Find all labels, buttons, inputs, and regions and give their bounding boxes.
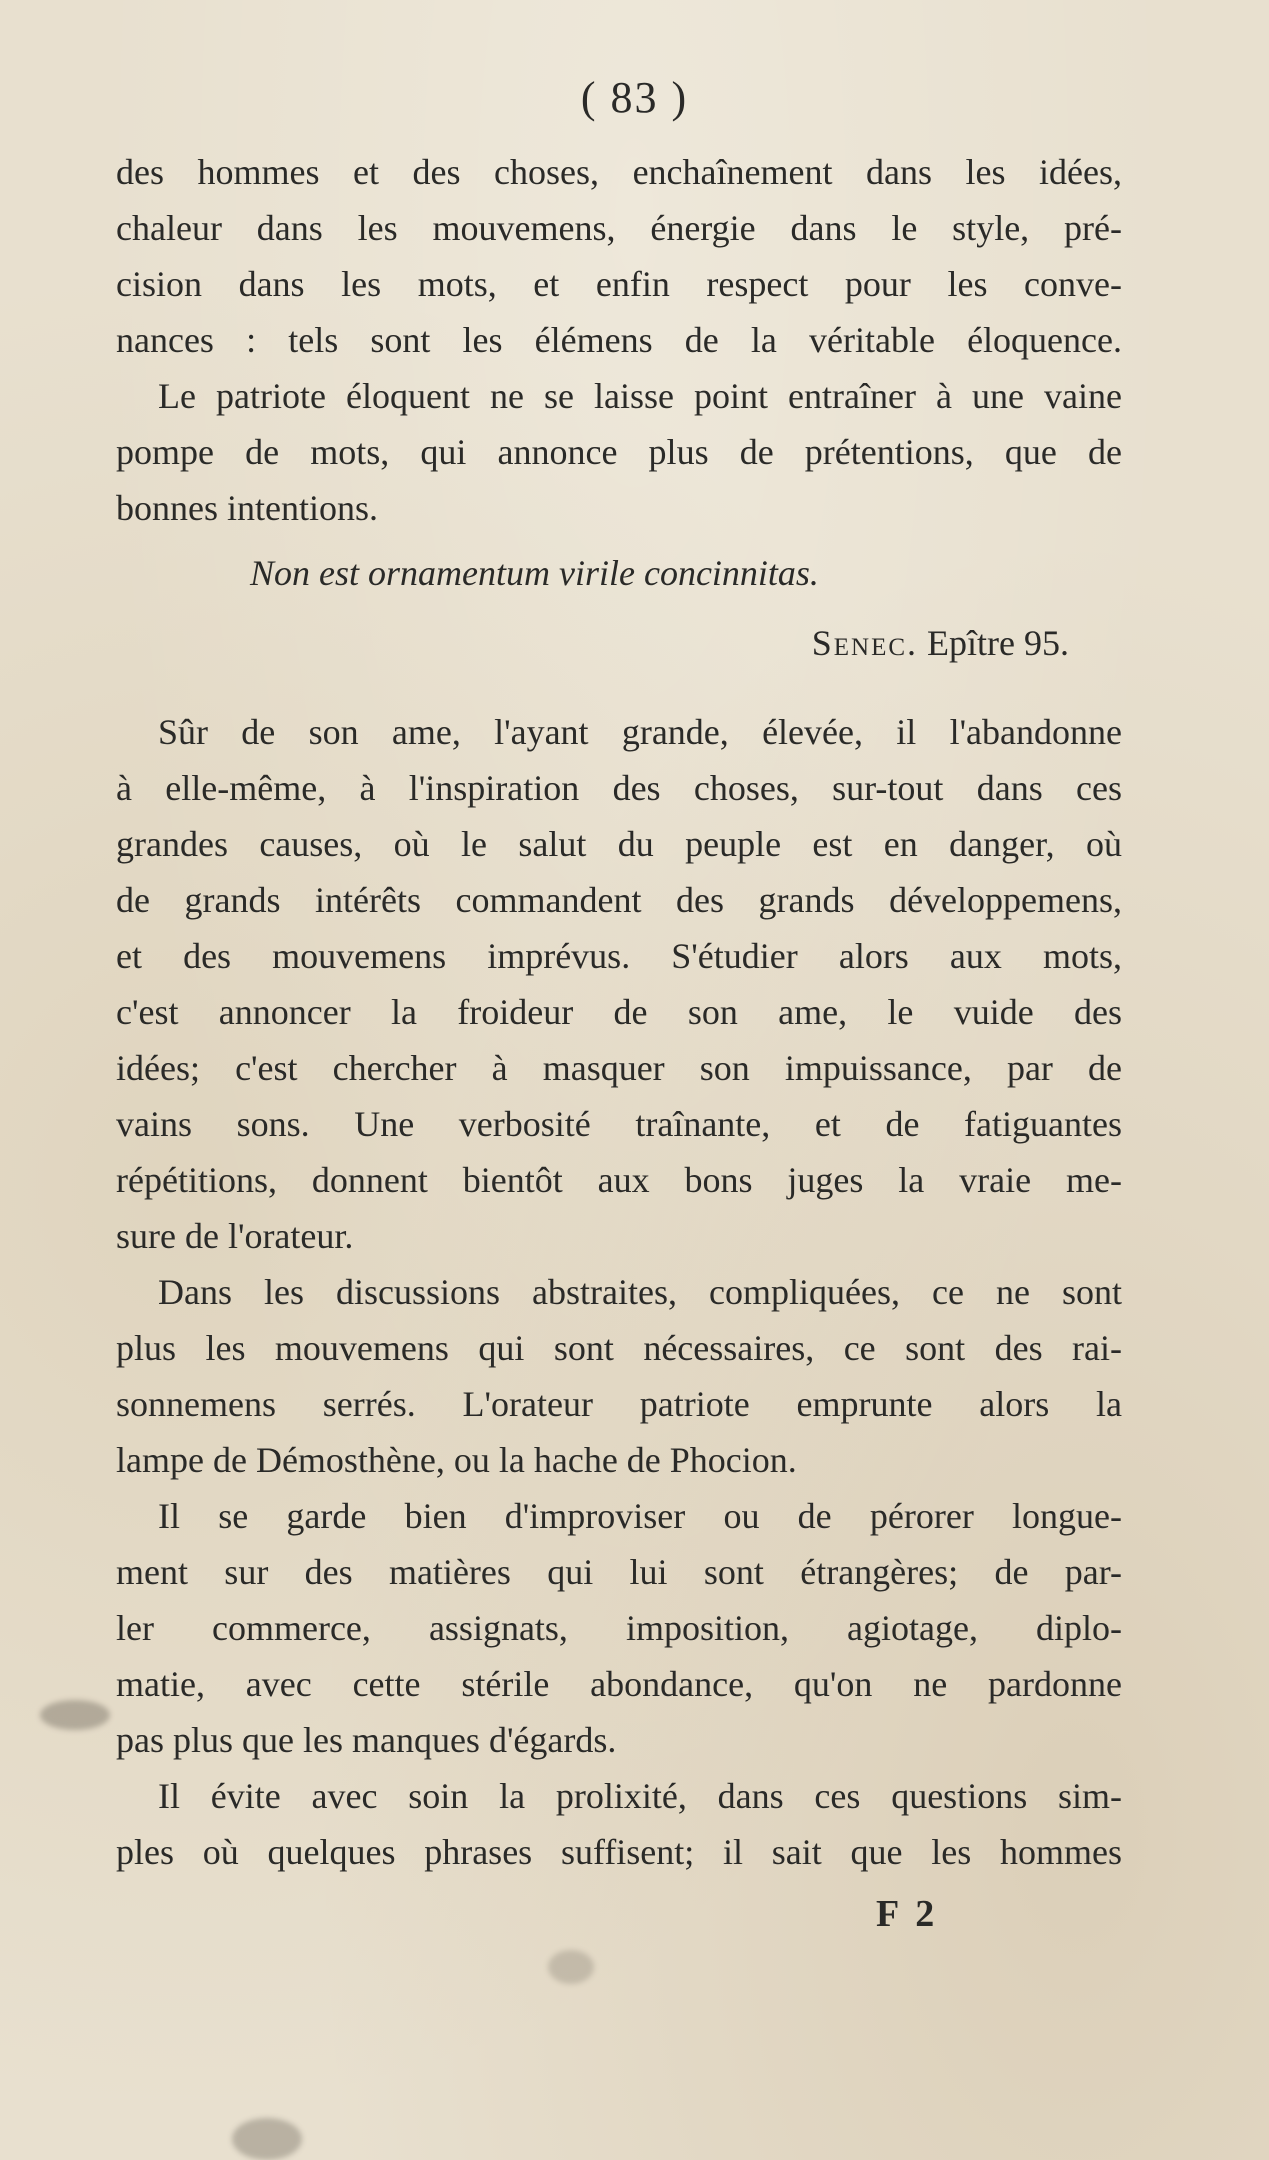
text-line: sonnemens serrés. L'orateur patriote emprunte alors la	[116, 1384, 1122, 1424]
text-line: Dans les discussions abstraites, compliquées, ce ne sont	[158, 1272, 1122, 1312]
text-line: nances : tels sont les élémens de la véritable éloquence.	[116, 320, 1122, 360]
paper-stain	[40, 1700, 110, 1730]
text-line: matie, avec cette stérile abondance, qu'on ne pardonne	[116, 1664, 1122, 1704]
quotation-source: Epître 95.	[927, 623, 1069, 663]
text-line: répétitions, donnent bientôt aux bons juges la vraie me-	[116, 1160, 1122, 1200]
text-line: cision dans les mots, et enfin respect pour les conve-	[116, 264, 1122, 304]
text-line: pompe de mots, qui annonce plus de prétentions, que de	[116, 432, 1122, 472]
page-number: ( 83 )	[580, 73, 689, 122]
text-line: bonnes intentions.	[116, 488, 378, 528]
latin-quotation: Non est ornamentum virile concinnitas.	[250, 553, 819, 593]
text-line: grandes causes, où le salut du peuple est en danger, où	[116, 824, 1122, 864]
text-line: idées; c'est chercher à masquer son impuissance, par de	[116, 1048, 1122, 1088]
text-line: plus les mouvemens qui sont nécessaires, ce sont des rai-	[116, 1328, 1122, 1368]
text-line: vains sons. Une verbosité traînante, et de fatiguantes	[116, 1104, 1122, 1144]
text-line: sure de l'orateur.	[116, 1216, 354, 1256]
text-line: Sûr de son ame, l'ayant grande, élevée, il l'abandonne	[158, 712, 1122, 752]
text-line: Il se garde bien d'improviser ou de pérorer longue-	[158, 1496, 1122, 1536]
text-line: lampe de Démosthène, ou la hache de Phocion.	[116, 1440, 797, 1480]
quotation-author: Senec.	[811, 623, 919, 663]
paper-stain	[232, 2118, 302, 2160]
text-line: ples où quelques phrases suffisent; il sait que les hommes	[116, 1832, 1122, 1872]
text-line: à elle-même, à l'inspiration des choses, sur-tout dans ces	[116, 768, 1122, 808]
text-line: ment sur des matières qui lui sont étrangères; de par-	[116, 1552, 1122, 1592]
text-line: Le patriote éloquent ne se laisse point entraîner à une vaine	[158, 376, 1122, 416]
text-line: pas plus que les manques d'égards.	[116, 1720, 617, 1760]
quotation-attribution	[812, 622, 1069, 664]
text-line: chaleur dans les mouvemens, énergie dans le style, pré-	[116, 208, 1122, 248]
text-line: et des mouvemens imprévus. S'étudier alors aux mots,	[116, 936, 1122, 976]
text-line: ler commerce, assignats, imposition, agiotage, diplo-	[116, 1608, 1122, 1648]
text-line: de grands intérêts commandent des grands développemens,	[116, 880, 1122, 920]
text-line: c'est annoncer la froideur de son ame, le vuide des	[116, 992, 1122, 1032]
paper-stain	[548, 1950, 594, 1984]
text-line: Il évite avec soin la prolixité, dans ces questions sim-	[158, 1776, 1122, 1816]
text-line: des hommes et des choses, enchaînement dans les idées,	[116, 152, 1122, 192]
signature-mark: F 2	[876, 1893, 939, 1935]
